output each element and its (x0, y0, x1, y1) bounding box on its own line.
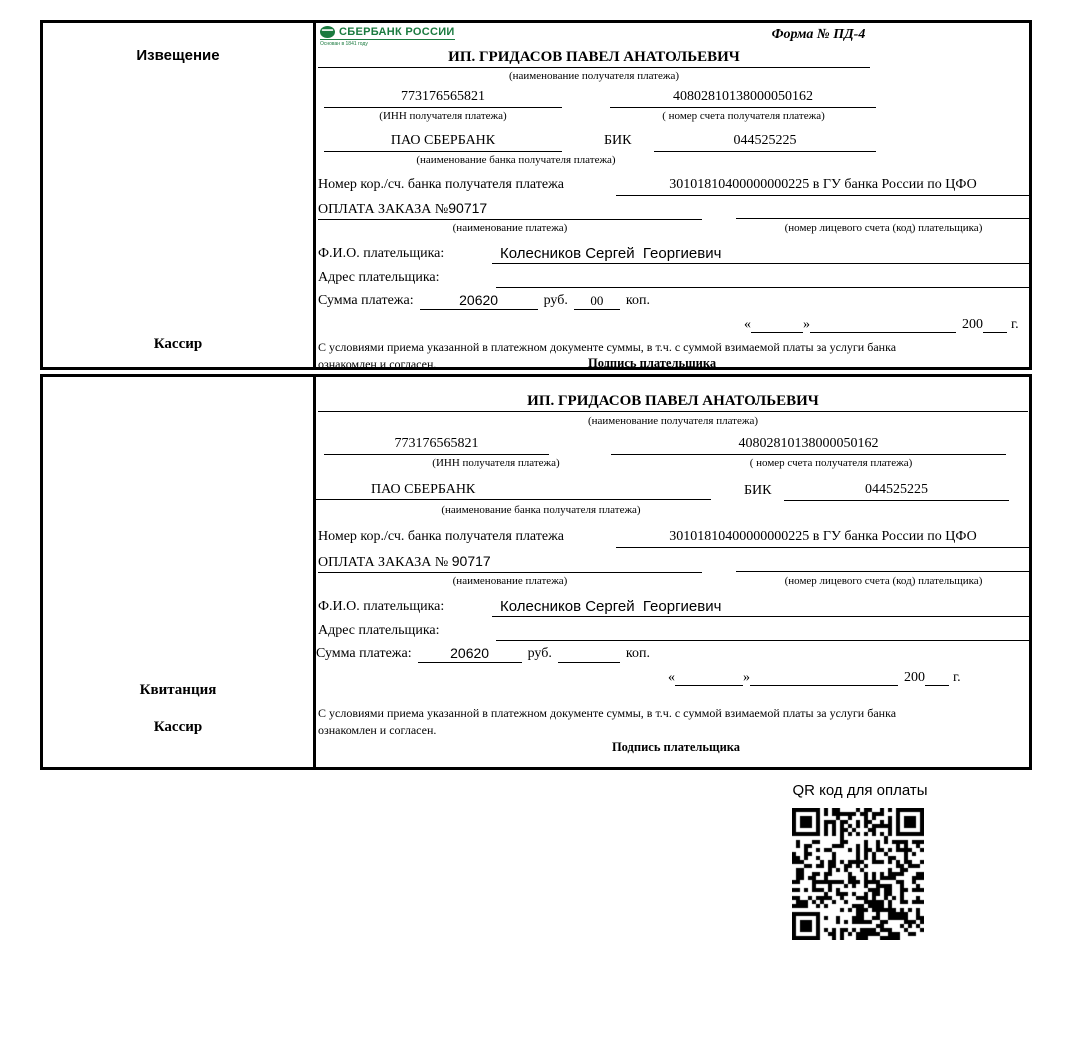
inn-value: 773176565821 (324, 434, 549, 455)
payer-name-value: Колесников Сергей Георгиевич (492, 597, 1030, 617)
corr-account-value: 30101810400000000225 в ГУ банка России по ЦФО (616, 175, 1030, 196)
personal-account-blank (736, 552, 1031, 572)
recipient-name: ИП. ГРИДАСОВ ПАВЕЛ АНАТОЛЬЕВИЧ (318, 47, 870, 68)
recipient-name: ИП. ГРИДАСОВ ПАВЕЛ АНАТОЛЬЕВИЧ (318, 391, 1028, 412)
sberbank-logo (320, 26, 455, 47)
year-suffix: г. (1011, 317, 1019, 332)
signature-label: Подпись плательщика (611, 740, 741, 754)
quote-open: « (668, 670, 675, 685)
payer-address-value (496, 621, 1030, 641)
bank-brand-tagline: Основан в 1841 году (320, 41, 368, 47)
date-month-blank (750, 669, 898, 686)
receipt-content (316, 377, 1029, 767)
payer-name-value: Колесников Сергей Георгиевич (492, 244, 1030, 264)
rub-label: руб. (543, 293, 568, 308)
amount-rub-value: 20620 (418, 645, 522, 663)
year-prefix: 200 (962, 317, 983, 332)
agreement-line2: ознакомлен и согласен. (318, 357, 437, 371)
bank-brand-name: СБЕРБАНК РОССИИ (339, 26, 455, 38)
kop-label: коп. (625, 646, 650, 661)
bik-label: БИК (744, 483, 772, 498)
agreement-line2: ознакомлен и согласен. (318, 723, 437, 737)
inn-caption: (ИНН получателя платежа) (379, 110, 507, 122)
payment-purpose-value: 90717 (451, 553, 491, 569)
quote-close: » (743, 670, 750, 685)
bank-name-value: ПАО СБЕРБАНК (316, 480, 711, 500)
qr-label: QR код для оплаты (792, 782, 928, 799)
date-row (744, 316, 1019, 333)
amount-label: Сумма платежа: (318, 293, 414, 308)
account-value: 40802810138000050162 (611, 434, 1006, 455)
corr-account-label: Номер кор./сч. банка получателя платежа (318, 177, 564, 192)
amount-label: Сумма платежа: (316, 646, 412, 661)
signature-label: Подпись плательщика (588, 356, 717, 370)
amount-row (316, 645, 650, 663)
payment-caption: (наименование платежа) (452, 222, 568, 234)
receipt-cashier-label: Кассир (153, 719, 203, 735)
payer-address-label: Адрес плательщика: (318, 623, 440, 638)
amount-rub-value: 20620 (420, 292, 538, 310)
payment-purpose-value: 90717 (448, 200, 488, 216)
date-month-blank (810, 316, 956, 333)
bik-value: 044525225 (784, 480, 1009, 501)
payer-name-label: Ф.И.О. плательщика: (318, 599, 445, 614)
notice-cashier-label: Кассир (153, 336, 203, 352)
sberbank-logo-icon (320, 26, 335, 38)
amount-kop-value: 00 (574, 292, 620, 310)
recipient-caption: (наименование получателя платежа) (508, 70, 680, 82)
account-caption: ( номер счета получателя платежа) (662, 110, 825, 122)
bank-caption: (наименование банка получателя платежа) (441, 504, 641, 516)
year-blank (983, 316, 1007, 333)
quote-open: « (744, 317, 751, 332)
form-number-label: Форма № ПД-4 (771, 27, 866, 42)
date-row (668, 669, 961, 686)
payment-purpose (318, 199, 702, 220)
receipt-section (40, 374, 1032, 770)
year-blank (925, 669, 949, 686)
notice-section (40, 20, 1032, 370)
rub-label: руб. (527, 646, 552, 661)
account-caption: ( номер счета получателя платежа) (749, 457, 913, 469)
payer-name-label: Ф.И.О. плательщика: (318, 246, 445, 261)
payer-address-label: Адрес плательщика: (318, 270, 440, 285)
corr-account-label: Номер кор./сч. банка получателя платежа (318, 529, 564, 544)
date-day-blank (675, 669, 743, 686)
amount-row (318, 292, 650, 310)
personal-caption: (номер лицевого счета (код) плательщика) (784, 575, 983, 587)
receipt-title: Квитанция (139, 682, 217, 698)
corr-account-value: 30101810400000000225 в ГУ банка России по ЦФО (616, 527, 1030, 548)
bik-label: БИК (604, 133, 632, 148)
inn-caption: (ИНН получателя платежа) (432, 457, 560, 469)
notice-title: Извещение (136, 47, 220, 64)
quote-close: » (803, 317, 810, 332)
amount-kop-value (558, 662, 620, 663)
qr-code-image (792, 808, 924, 940)
year-suffix: г. (953, 670, 961, 685)
notice-content (316, 23, 1029, 371)
inn-value: 773176565821 (324, 87, 562, 108)
payment-purpose-label: ОПЛАТА ЗАКАЗА № (318, 202, 449, 217)
date-day-blank (751, 316, 803, 333)
recipient-caption: (наименование получателя платежа) (587, 415, 759, 427)
kop-label: коп. (625, 293, 650, 308)
personal-caption: (номер лицевого счета (код) плательщика) (784, 222, 983, 234)
payment-purpose-label: ОПЛАТА ЗАКАЗА № (318, 555, 452, 570)
agreement-line1: С условиями приема указанной в платежном документе суммы, в т.ч. с суммой взимаемой платы за услуги банка (318, 340, 897, 354)
account-value: 40802810138000050162 (610, 87, 876, 108)
bank-name-value: ПАО СБЕРБАНК (324, 131, 562, 152)
payment-purpose (318, 552, 702, 573)
bik-value: 044525225 (654, 131, 876, 152)
personal-account-blank (736, 199, 1031, 219)
payer-address-value (496, 268, 1030, 288)
receipt-left-column (43, 377, 316, 767)
agreement-line1: С условиями приема указанной в платежном документе суммы, в т.ч. с суммой взимаемой платы за услуги банка (318, 706, 897, 720)
payment-caption: (наименование платежа) (452, 575, 568, 587)
notice-left-column (43, 23, 316, 367)
year-prefix: 200 (904, 670, 925, 685)
bank-caption: (наименование банка получателя платежа) (416, 154, 616, 166)
